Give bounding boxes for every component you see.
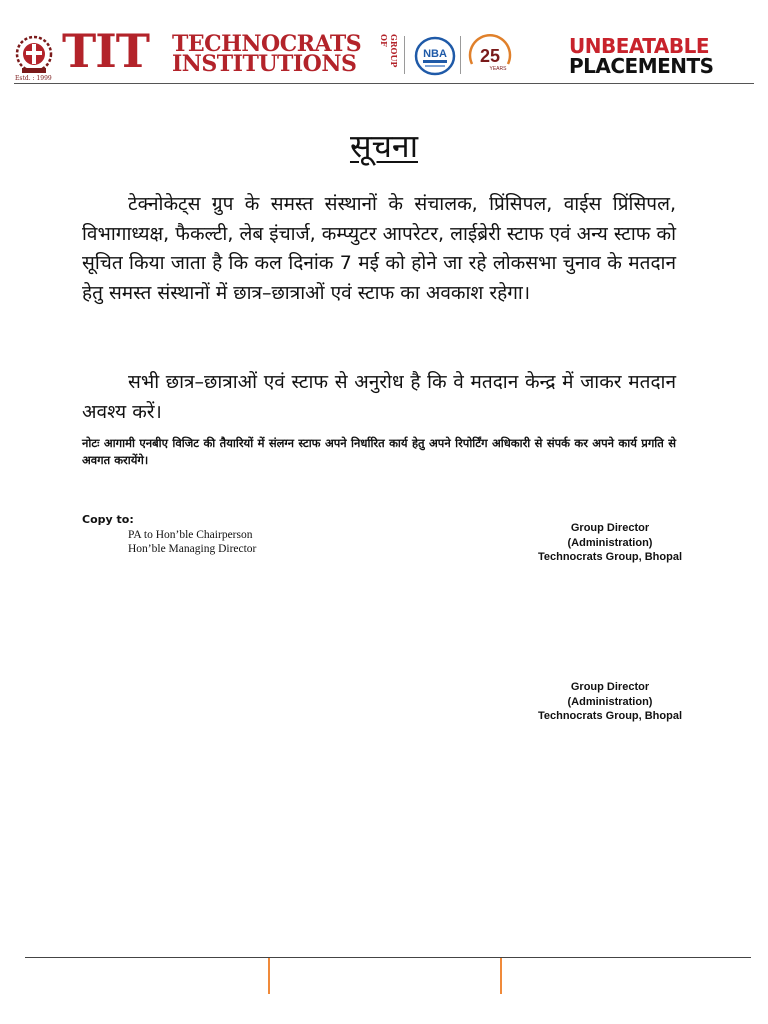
- signatory-title: Group Director: [570, 681, 650, 693]
- tagline-line1: UNBEATABLE: [569, 34, 710, 58]
- nba-accreditation-badge: [414, 36, 456, 76]
- signatory-organization: Technocrats Group, Bhopal: [537, 710, 683, 722]
- signatory-department: (Administration): [567, 695, 653, 708]
- header-divider: [460, 36, 461, 74]
- signatory-department: (Administration): [567, 536, 653, 549]
- signatory-title: Group Director: [570, 522, 650, 534]
- footer-divider: [268, 958, 270, 994]
- letterhead: [0, 0, 768, 90]
- copy-to-item: PA to Hon’ble Chairperson: [128, 529, 253, 541]
- anniversary-number: 25: [479, 46, 501, 66]
- signature-block: [515, 521, 705, 565]
- anniversary-badge: [464, 34, 516, 78]
- institute-emblem-icon: [14, 34, 54, 80]
- notice-paragraph-1: टेक्नोकेट्स ग्रुप के समस्त संस्थानों के संचालक, प्रिंसिपल, वाईस प्रिंसिपल, विभागाध्यक्ष, फैकल्टी, लेब इंचार्ज, कम्प्युटर आपरेटर, लाईब्रेरी स्टाफ एवं अन्य स्टाफ को सूचित किया जाता है कि कल दिनांक 7 मई को होने जा रहे लोकसभा चुनाव के मतदान हेतु समस्त संस्थानों में छात्र–छात्राओं एवं स्टाफ का अवकाश रहेगा।: [82, 193, 676, 304]
- nba-label: NBA: [423, 48, 447, 60]
- footer-rule: [25, 957, 751, 958]
- brand-name-line2: INSTITUTIONS: [172, 51, 357, 77]
- notice-paragraph-2: सभी छात्र–छात्राओं एवं स्टाफ से अनुरोध है कि वे मतदान केन्द्र में जाकर मतदान अवश्य करें।: [82, 371, 676, 423]
- anniversary-label: YEARS: [489, 66, 507, 72]
- header-divider: [404, 36, 405, 74]
- notice-note: नोटः आगामी एनबीए विजिट की तैयारियों में संलग्न स्टाफ अपने निर्धारित कार्य हेतु अपने रिपोर्टिंग अधिकारी से संपर्क कर अपने कार्य प्रगति से अवगत करायेंगे।: [82, 436, 676, 467]
- tagline-line2: PLACEMENTS: [569, 54, 714, 78]
- copy-to-item: Hon’ble Managing Director: [128, 543, 257, 555]
- header-rule: [14, 83, 754, 84]
- signature-block: [515, 680, 705, 724]
- footer-divider: [500, 958, 502, 994]
- brand-abbreviation: TIT: [62, 24, 149, 78]
- notice-title: सूचना: [349, 127, 418, 165]
- copy-to-label: Copy to:: [82, 513, 134, 526]
- brand-name-line1: TECHNOCRATS: [172, 31, 362, 57]
- signatory-organization: Technocrats Group, Bhopal: [537, 551, 683, 563]
- established-year: Estd. : 1999: [15, 75, 52, 82]
- group-of-label: GROUP OF: [379, 34, 399, 68]
